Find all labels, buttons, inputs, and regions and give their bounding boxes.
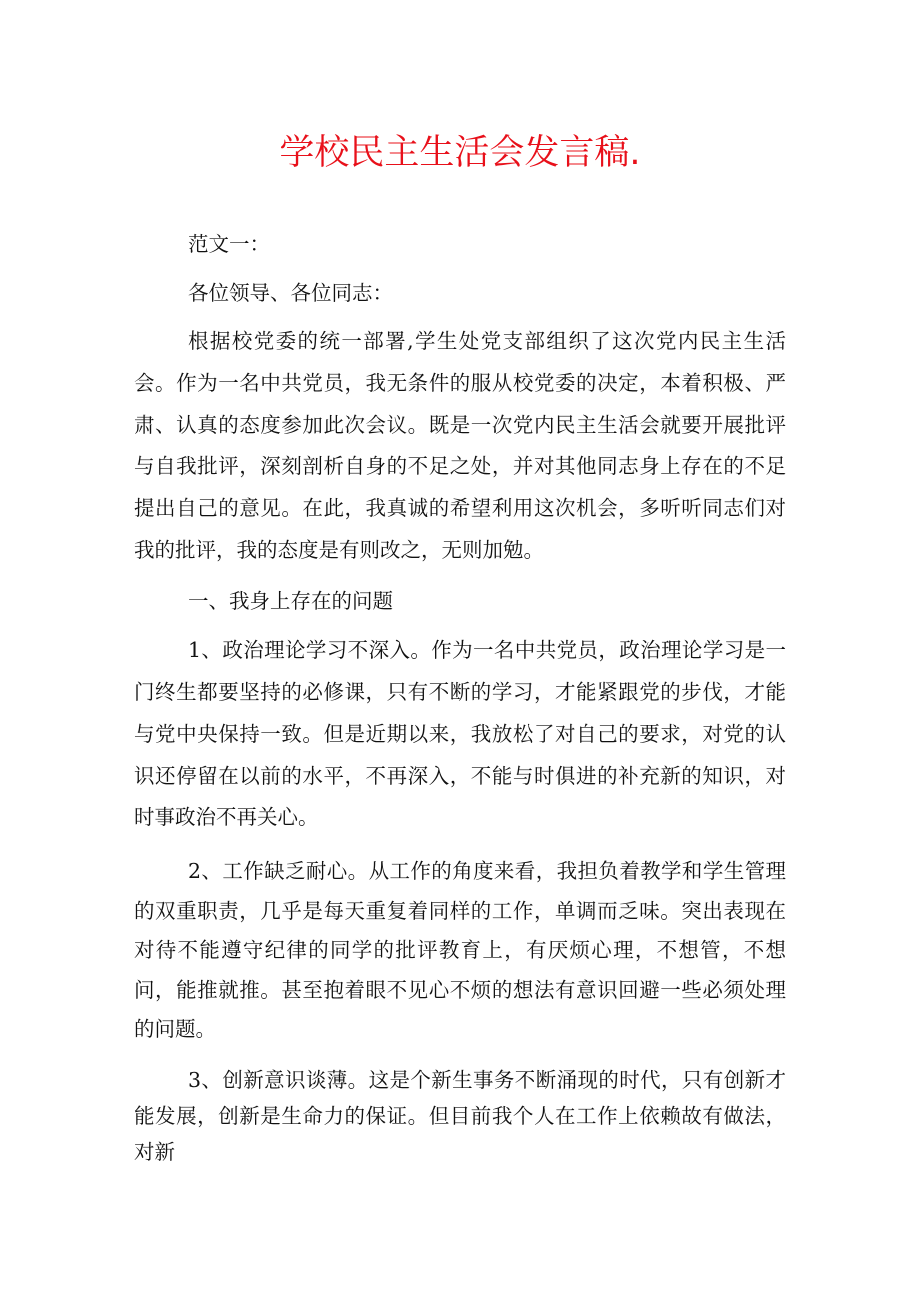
paragraph-point-1: 1、政治理论学习不深入。作为一名中共党员，政治理论学习是一门终生都要坚持的必修课，只有不断的学习，才能紧跟党的步伐，才能与党中央保持一致。但是近期以来，我放松了对自己的要求，对党的认识还停留在以前的水平，不再深入，不能与时俱进的补充新的知识，对时事政治不再关心。 xyxy=(134,638,786,830)
paragraph-point-3: 3、创新意识谈薄。这是个新生事务不断涌现的时代，只有创新才能发展，创新是生命力的保证。但目前我个人在工作上依赖故有做法，对新 xyxy=(134,1067,786,1164)
section-heading-problems: 一、我身上存在的问题 xyxy=(188,588,393,613)
document-body xyxy=(134,224,786,1170)
paragraph-point-2: 2、工作缺乏耐心。从工作的角度来看，我担负着教学和学生管理的双重职责，几乎是每天重复着同样的工作，单调而乏味。突出表现在对待不能遵守纪律的同学的批评教育上，有厌烦心理，不想管，不想问，能推就推。甚至抱着眼不见心不烦的想法有意识回避一些必须处理的问题。 xyxy=(134,859,786,1042)
document-title: 学校民主生活会发言稿. xyxy=(279,133,641,173)
paragraph-intro: 根据校党委的统一部署,学生处党支部组织了这次党内民主生活会。作为一名中共党员，我无条件的服从校党委的决定，本着积极、严肃、认真的态度参加此次会议。既是一次党内民主生活会就要开展批评与自我批评，深刻剖析自身的不足之处，并对其他同志身上存在的不足提出自己的意见。在此，我真诚的希望利用这次机会，多听听同志们对我的批评，我的态度是有则改之，无则加勉。 xyxy=(134,329,786,562)
paragraph-salutation: 各位领导、各位同志： xyxy=(188,280,393,305)
paragraph-sample-label: 范文一： xyxy=(188,232,270,256)
